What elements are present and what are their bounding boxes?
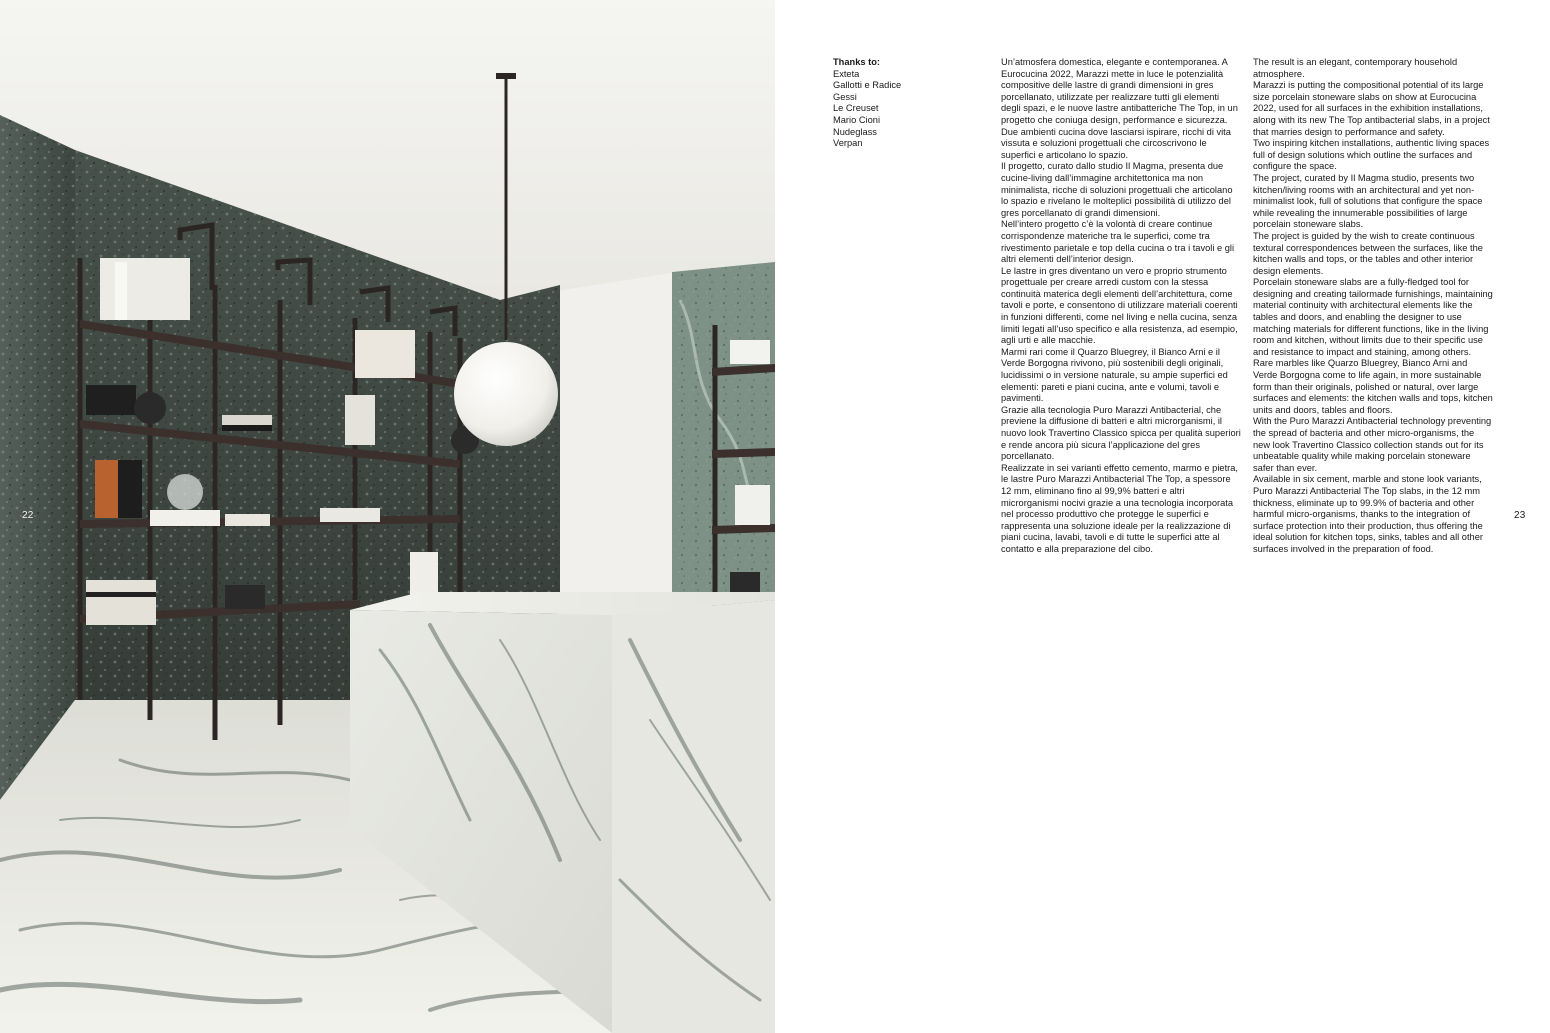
english-paragraph: The result is an elegant, contemporary household atmosphere. [1253,57,1458,79]
english-paragraph: With the Puro Marazzi Antibacterial technology preventing the spread of bacteria and other micro-organisms, the new look Travertino Classico collection stands out for its unbeatable quality while making porcelain stoneware safer than ever. [1253,416,1492,473]
english-paragraph: The project, curated by Il Magma studio, presents two kitchen/living rooms with an architectural and yet non-minimalist look, full of solutions that configure the space while revealing the innumerable possibilities of large porcelain stoneware slabs. [1253,172,1483,230]
credit-item: Exteta [833,68,860,79]
italian-paragraph: Marmi rari come il Quarzo Bluegrey, il Bianco Arni e il Verde Borgogna rivivono, più sostenibili degli originali, lucidissimi o in versione naturale, su ampie superfici ed elementi: pareti e piani cucina, ante e volumi, tavoli e pavimenti. [1001,346,1228,404]
credit-item: Verpan [833,138,863,149]
italian-text-column [1001,57,1241,556]
english-paragraph: Marazzi is putting the compositional potential of its large size porcelain stoneware slabs on show at Eurocucina 2022, used for all surfaces in the exhibition installations, along with its new The Top antibacterial slabs, in a project that marries design to performance and safety. [1253,80,1490,137]
italian-paragraph: Nell’intero progetto c’è la volontà di creare continue corrispondenze materiche tra le superfici, come tra rivestimento parietale e top della cucina o tra i tavoli e gli altri elementi dell’interior design. [1001,219,1235,265]
credit-item: Gessi [833,91,857,102]
italian-paragraph: Grazie alla tecnologia Puro Marazzi Antibacterial, che previene la diffusione di batteri e altri microrganismi, il nuovo look Travertino Classico spicca per qualità superiori e rende ancora più sicura l’applicazione del gres porcellanato. [1001,404,1241,462]
italian-paragraph: Un’atmosfera domestica, elegante e contemporanea. A Eurocucina 2022, Marazzi mette in luce le potenzialità compositive delle lastre di grandi dimensioni in gres porcellanato, utilizzate per realizzare tutti gli elementi degli spazi, e le nuove lastre antibatteriche The Top, in un progetto che coniuga design, performance e sicurezza. [1001,57,1238,125]
english-text-column [1253,57,1493,556]
italian-paragraph: Le lastre in gres diventano un vero e proprio strumento progettuale per creare arredi custom con la stessa continuità materica degli elementi dell’architettura, come tavoli e porte, e consentono di utilizzare materiali coerenti in funzioni differenti, come nel living e nella cucina, senza limiti legati all’uso specifico e alla resistenza, ad esempio, agli urti e alle macchie. [1001,265,1238,346]
credits-column [833,57,983,150]
english-paragraph: Available in six cement, marble and stone look variants, Puro Marazzi Antibacterial The Top slabs, in the 12 mm thickness, eliminate up to 99.9% of bacteria and other harmful micro-organisms, thanks to the integration of surface protection into their production, thus offering the ideal solution for kitchen tops, sinks, tables and all other surfaces involved in the preparation of food. [1253,474,1483,554]
english-paragraph: Rare marbles like Quarzo Bluegrey, Bianco Arni and Verde Borgogna come to life again, in more sustainable form than their originals, polished or natural, over large surfaces and elements: the kitchen walls and tops, kitchen units and doors, tables and floors. [1253,358,1493,415]
credit-item: Mario Cioni [833,114,881,125]
credits-heading: Thanks to: [833,57,881,67]
english-paragraph: The project is guided by the wish to create continuous textural correspondences between the surfaces, like the kitchen walls and tops, or the tables and other interior design elements. [1253,230,1483,276]
credit-item: Nudeglass [833,126,877,137]
credit-item: Le Creuset [833,103,879,114]
page-number-right: 23 [1514,510,1526,521]
italian-paragraph: Realizzate in sei varianti effetto cemento, marmo e pietra, le lastre Puro Marazzi Antibacterial The Top, a spessore 12 mm, eliminano fino al 99,9% batteri e altri microrganismi nocivi grazie a una tecnologia incorporata nel processo produttivo che protegge le superfici e rappresenta una soluzione ideale per la realizzazione di piani cucina, lavabi, tavoli e di tutte le superfici atte al contatto e alla preparazione del cibo. [1001,462,1239,554]
credit-item: Gallotti e Radice [833,80,902,91]
italian-paragraph: Due ambienti cucina dove lasciarsi ispirare, ricchi di vita vissuta e soluzioni progettuali che circoscrivono le superfici e articolano lo spazio. [1001,126,1231,160]
italian-paragraph: Il progetto, curato dallo studio Il Magma, presenta due cucine-living dall’immagine architettonica ma non minimalista, ricche di soluzioni progettuali che articolano lo spazio e rivelano le molteplici possibilità di utilizzo del gres porcellanato di grandi dimensioni. [1001,161,1233,218]
page-number-left: 22 [22,510,34,521]
english-paragraph: Porcelain stoneware slabs are a fully-fledged tool for designing and creating tailormade furnishings, maintaining material continuity with architectural elements like the tables and doors, and enabling the designer to use matching materials for different functions, like in the living room and kitchen, without limits due to their specific use and resistance to impact and staining, among others. [1253,277,1493,357]
english-paragraph: Two inspiring kitchen installations, authentic living spaces full of design solutions which outline the surfaces and configure the space. [1253,138,1490,172]
